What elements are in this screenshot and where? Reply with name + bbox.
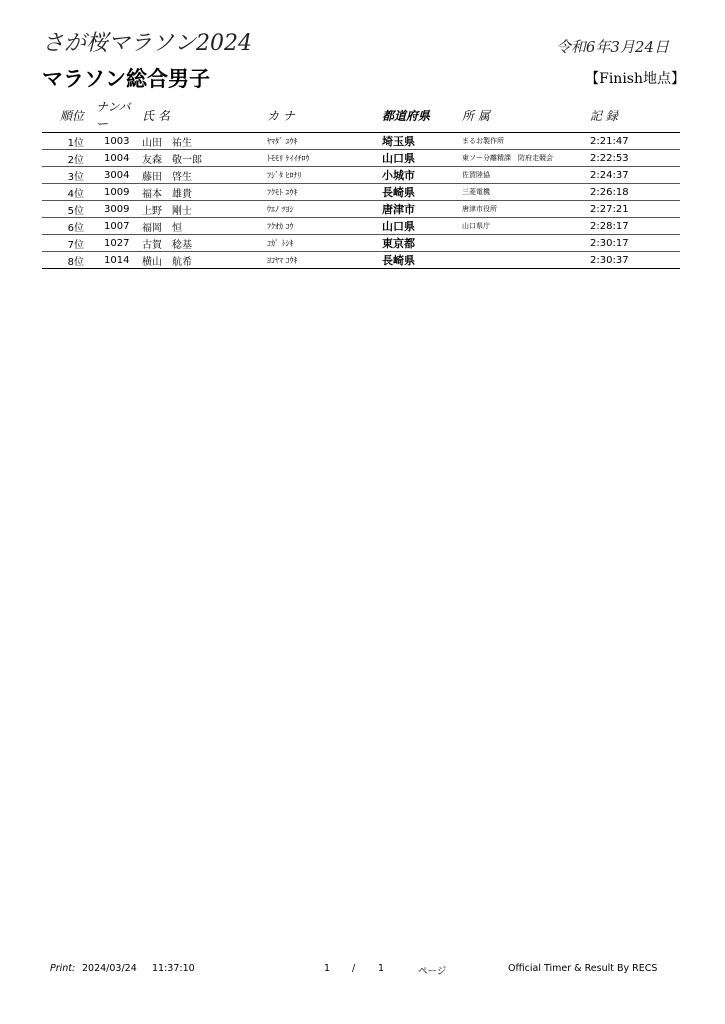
time-cell: 2:24:37 <box>590 167 680 184</box>
name-cell: 福本 雄貴 <box>142 184 267 201</box>
name-cell: 横山 航希 <box>142 252 267 269</box>
column-header-rank: 順位 <box>42 98 88 133</box>
number-cell: 1027 <box>88 235 142 252</box>
table-row <box>42 252 680 269</box>
page-number: 1 <box>324 963 331 974</box>
number-cell: 1007 <box>88 218 142 235</box>
rank-cell: 3位 <box>42 167 88 184</box>
time-cell: 2:30:17 <box>590 235 680 252</box>
time-cell: 2:21:47 <box>590 133 680 150</box>
prefecture-cell: 長崎県 <box>382 184 462 201</box>
affiliation-cell: 三菱電機 <box>462 184 590 201</box>
name-cell: 上野 剛士 <box>142 201 267 218</box>
number-cell: 1004 <box>88 150 142 167</box>
prefecture-cell: 山口県 <box>382 150 462 167</box>
kana-cell: ﾔﾏﾀﾞ ﾕｳｷ <box>267 133 382 150</box>
print-date: 2024/03/24 <box>82 963 137 974</box>
kana-cell: ﾄﾓﾓﾘ ｹｲｲﾁﾛｳ <box>267 150 382 167</box>
table-row <box>42 218 680 235</box>
total-pages: 1 <box>378 963 385 974</box>
number-cell: 3009 <box>88 201 142 218</box>
table-row <box>42 201 680 218</box>
rank-cell: 6位 <box>42 218 88 235</box>
prefecture-cell: 唐津市 <box>382 201 462 218</box>
kana-cell: ｺｶﾞ ﾄｼｷ <box>267 235 382 252</box>
affiliation-cell: まるお製作所 <box>462 133 590 150</box>
prefecture-cell: 埼玉県 <box>382 133 462 150</box>
prefecture-cell: 東京都 <box>382 235 462 252</box>
kana-cell: ｳｴﾉ ﾂﾖｼ <box>267 201 382 218</box>
affiliation-cell <box>462 252 590 269</box>
rank-cell: 8位 <box>42 252 88 269</box>
column-header-time: 記 録 <box>590 98 680 133</box>
table-row <box>42 235 680 252</box>
page-separator: / <box>352 963 356 974</box>
number-cell: 1014 <box>88 252 142 269</box>
time-cell: 2:27:21 <box>590 201 680 218</box>
name-cell: 藤田 啓生 <box>142 167 267 184</box>
rank-cell: 5位 <box>42 201 88 218</box>
column-header-affiliation: 所 属 <box>462 98 590 133</box>
category-title: マラソン総合男子 <box>42 67 210 91</box>
rank-cell: 7位 <box>42 235 88 252</box>
affiliation-cell: 東ソー分離精課 防府走競会 <box>462 150 590 167</box>
column-header-name: 氏 名 <box>142 98 267 133</box>
event-date: 令和6年3月24日 <box>555 38 669 56</box>
affiliation-cell: 佐賀陸協 <box>462 167 590 184</box>
time-cell: 2:30:37 <box>590 252 680 269</box>
results-table <box>42 98 680 269</box>
time-cell: 2:22:53 <box>590 150 680 167</box>
column-header-prefecture: 都道府県 <box>382 98 462 133</box>
kana-cell: ﾌｼﾞﾀ ﾋﾛﾅﾘ <box>267 167 382 184</box>
table-row <box>42 150 680 167</box>
print-time: 11:37:10 <box>152 963 195 974</box>
name-cell: 山田 祐生 <box>142 133 267 150</box>
affiliation-cell: 山口県庁 <box>462 218 590 235</box>
kana-cell: ﾌｸｵｶ ｺｳ <box>267 218 382 235</box>
rank-cell: 1位 <box>42 133 88 150</box>
table-row <box>42 167 680 184</box>
page-label: ページ <box>418 966 447 977</box>
timer-credit: Official Timer & Result By RECS <box>508 963 658 974</box>
prefecture-cell: 長崎県 <box>382 252 462 269</box>
print-label: Print: <box>50 963 76 974</box>
column-header-number: ナンバー <box>88 98 142 133</box>
table-row <box>42 133 680 150</box>
rank-cell: 4位 <box>42 184 88 201</box>
event-title: さが桜マラソン2024 <box>42 31 252 56</box>
prefecture-cell: 小城市 <box>382 167 462 184</box>
column-header-kana: カ ナ <box>267 98 382 133</box>
table-row <box>42 184 680 201</box>
time-cell: 2:26:18 <box>590 184 680 201</box>
header-row <box>42 98 680 133</box>
number-cell: 3004 <box>88 167 142 184</box>
kana-cell: ﾌｸﾓﾄ ﾕｳｷ <box>267 184 382 201</box>
prefecture-cell: 山口県 <box>382 218 462 235</box>
name-cell: 福岡 恒 <box>142 218 267 235</box>
rank-cell: 2位 <box>42 150 88 167</box>
number-cell: 1003 <box>88 133 142 150</box>
kana-cell: ﾖｺﾔﾏ ｺｳｷ <box>267 252 382 269</box>
checkpoint-label: 【Finish地点】 <box>585 71 685 87</box>
number-cell: 1009 <box>88 184 142 201</box>
name-cell: 友森 敬一郎 <box>142 150 267 167</box>
time-cell: 2:28:17 <box>590 218 680 235</box>
affiliation-cell <box>462 235 590 252</box>
name-cell: 古賀 稔基 <box>142 235 267 252</box>
affiliation-cell: 唐津市役所 <box>462 201 590 218</box>
